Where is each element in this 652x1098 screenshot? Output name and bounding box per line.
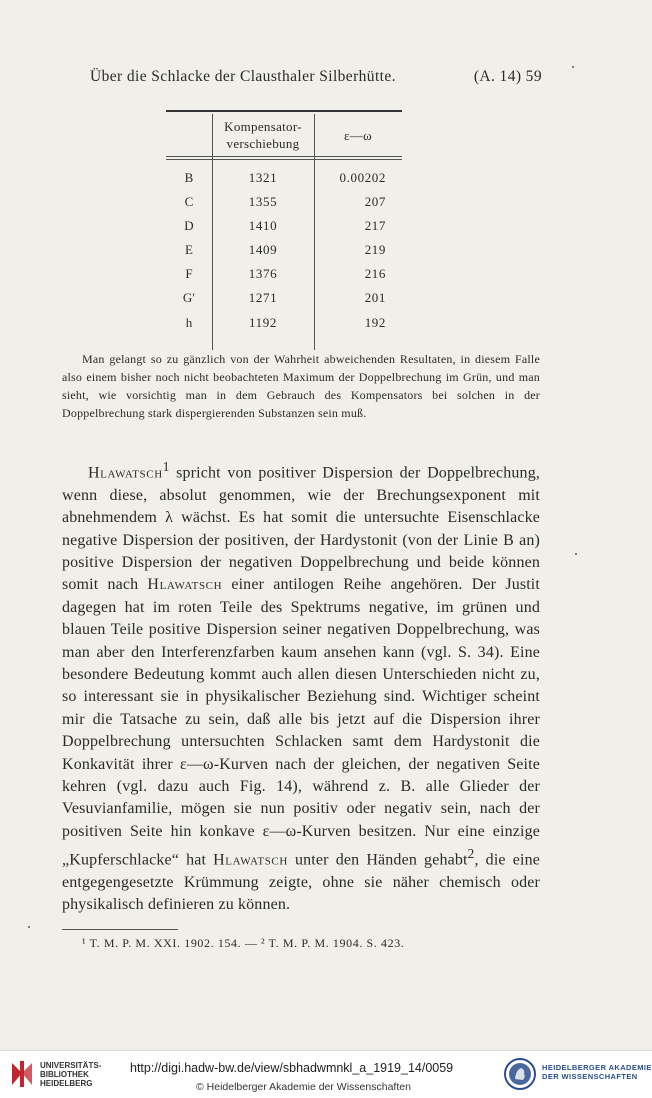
table-row: [166, 315, 402, 335]
scan-speck: [28, 926, 30, 928]
academy-name: [542, 1063, 652, 1081]
library-line: BIBLIOTHEK: [40, 1070, 89, 1079]
table-header-rule-double: [166, 159, 402, 160]
table-row: [166, 242, 402, 262]
row-value: 217: [364, 218, 386, 233]
row-comp: 1321: [248, 170, 278, 185]
table-header-comp-line1: Kompensator-: [224, 119, 302, 134]
table-top-rule: [166, 110, 402, 112]
table-header-comp-line2: verschiebung: [226, 136, 300, 151]
author-name: Hlawatsch: [147, 576, 223, 594]
library-line: HEIDELBERG: [40, 1079, 93, 1088]
footnote-ref: 2: [467, 846, 475, 862]
note-paragraph: Man gelangt so zu gänzlich von der Wahrheit abweichenden Resultaten, in diesem Falle also einem bisher noch nicht beobachteten Maximum der Doppelbrechung im Grün, und man sieht, wie vorsichtig man in dem Gebrauch des Kompensators bei solchen in der Doppelbrechung stark dispergierenden Substanzen sein muß.: [62, 352, 540, 420]
row-comp: 1409: [248, 242, 278, 257]
scan-speck: [575, 553, 577, 555]
copyright-notice: © Heidelberger Akademie der Wissenschaften: [196, 1081, 411, 1093]
row-comp: 1410: [248, 218, 278, 233]
footnote: ¹ T. M. P. M. XXI. 1902. 154. — ² T. M. P. M. 1904. S. 423.: [82, 936, 405, 950]
digitization-footer: [0, 1050, 652, 1098]
row-label: E: [185, 242, 193, 257]
table-row: [166, 218, 402, 238]
row-value: 0.00202: [339, 170, 386, 185]
row-label: h: [185, 315, 193, 330]
table-row: [166, 290, 402, 310]
permalink-url[interactable]: http://digi.hadw-bw.de/view/sbhadwmnkl_a_1919_14/0059: [130, 1061, 454, 1075]
academy-line: HEIDELBERGER AKADEMIE: [542, 1063, 652, 1072]
author-name: Hlawatsch: [213, 851, 288, 869]
library-line: UNIVERSITÄTS-: [40, 1061, 102, 1070]
table-row: [166, 194, 402, 214]
row-label: C: [184, 194, 194, 209]
note-small-print: [62, 350, 540, 422]
row-comp: 1355: [248, 194, 278, 209]
table-header-eps-omega: ε—ω: [344, 128, 372, 143]
author-name: Hlawatsch: [88, 464, 163, 482]
table-row: [166, 170, 402, 190]
academy-line: DER WISSENSCHAFTEN: [542, 1072, 638, 1081]
library-name: [40, 1061, 101, 1088]
row-comp: 1192: [249, 315, 277, 330]
row-label: B: [184, 170, 194, 185]
row-value: 219: [364, 242, 386, 257]
row-label: F: [185, 266, 193, 281]
university-library-logo-icon: [8, 1059, 36, 1089]
main-paragraph: [62, 456, 540, 917]
row-value: 201: [364, 290, 386, 305]
footnote-ref: 1: [162, 459, 170, 474]
page-number: (A. 14) 59: [473, 68, 542, 85]
table-row: [166, 266, 402, 286]
table-header-rule: [166, 156, 402, 157]
scan-speck: [572, 66, 574, 68]
data-table: [166, 110, 402, 350]
footnote-rule: [62, 929, 178, 930]
text-run: unter den Händen gehabt: [287, 851, 468, 869]
row-value: 207: [364, 194, 386, 209]
row-comp: 1271: [248, 290, 278, 305]
academy-seal-icon: [504, 1058, 536, 1090]
text-run: , die eine entgegengesetzte Krümmung zeigte, ohne sie näher chemisch oder physikalisch definieren zu können.: [62, 851, 540, 914]
row-label: G′: [182, 290, 196, 305]
row-label: D: [184, 218, 194, 233]
text-run: einer antilogen Reihe angehören. Der Justit dagegen hat im roten Teile des Spektrums negative, im grünen und blauen Teile positive Dispersion seiner negativen Doppelbrechung, was man aber den Interferenzfarben kaum ansehen kann (vgl. S. 34). Eine besondere Bedeutung kommt auch allen diesen Unterschieden nicht zu, so interessant sie in physikalischer Beziehung sind. Wichtiger scheint mir die Tatsache zu sein, daß alle bis jetzt auf die Dispersion ihrer Doppelbrechung untersuchten Schlacken samt dem Hardystonit die Konkavität ihrer ε—ω-Kurven nach der gleichen, der negativen Seite kehren (vgl. dazu auch Fig. 14), während z. B. alle Glieder der Vesuvianfamilie, mögen sie nun positiv oder negativ sein, nach der positiven Seite hin konkave ε—ω-Kurven besitzen. Nur eine einzige „Kupferschlacke“ hat: [62, 576, 541, 869]
body-text: [62, 456, 540, 917]
text-run: spricht von positiver Dispersion der Doppelbrechung, wenn diese, absolut genommen, wie der Brechungsexponent mit abnehmendem λ wächst. Es hat somit die untersuchte Eisenschlacke negative Dispersion der positiven, der Hardystonit (von der Linie B an) positive Dispersion der negativen Doppelbrechung und beide können somit nach: [62, 464, 540, 594]
row-comp: 1376: [248, 266, 278, 281]
row-value: 192: [364, 315, 386, 330]
running-title: Über die Schlacke der Clausthaler Silberhütte.: [90, 68, 396, 85]
row-value: 216: [364, 266, 386, 281]
